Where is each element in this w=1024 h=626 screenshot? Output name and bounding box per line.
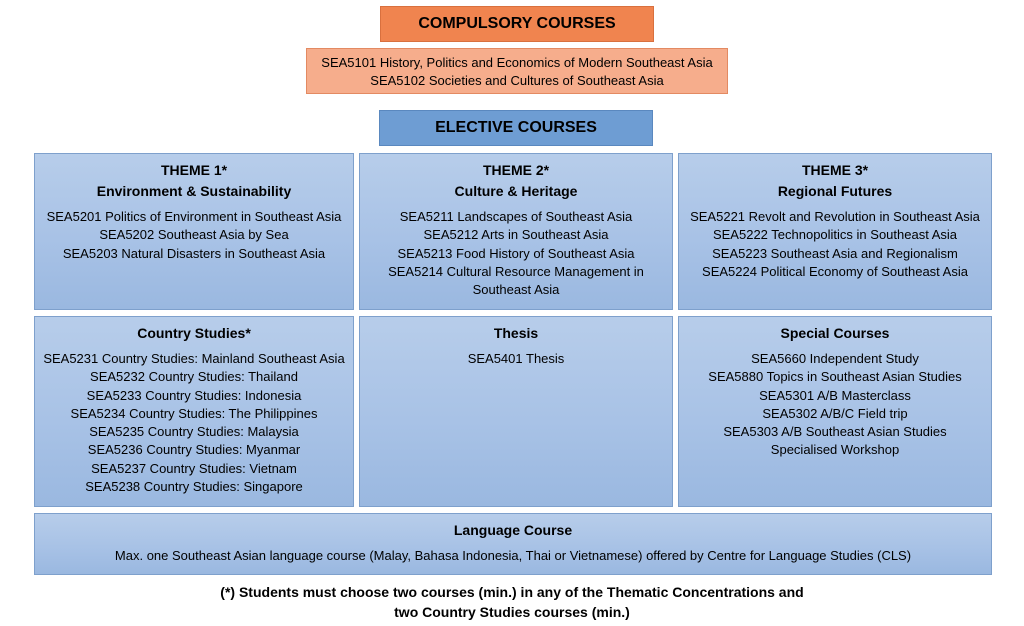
theme-1-panel [34,153,354,310]
course-item: SEA5302 A/B/C Field trip [762,405,908,421]
course-item: SEA5222 Technopolitics in Southeast Asia [712,227,958,243]
compulsory-course: SEA5101 History, Politics and Economics of Modern Southeast Asia [321,55,713,70]
course-item: SEA5224 Political Economy of Southeast Asia [702,263,968,279]
theme-1-label: THEME 1* [160,162,228,178]
thesis-panel [359,316,673,507]
course-item: SEA5212 Arts in Southeast Asia [423,227,609,243]
theme-3-label: THEME 3* [801,162,869,178]
course-item: SEA5223 Southeast Asia and Regionalism [712,245,958,261]
course-item: SEA5233 Country Studies: Indonesia [86,387,302,403]
language-course-panel [34,513,992,575]
special-courses-list [679,350,991,460]
course-item: SEA5202 Southeast Asia by Sea [99,227,289,243]
theme-1-name: Environment & Sustainability [96,183,292,199]
course-item: SEA5238 Country Studies: Singapore [85,479,303,495]
special-courses-panel [678,316,992,507]
course-item: SEA5234 Country Studies: The Philippines [70,405,318,421]
theme-3-name: Regional Futures [777,183,893,199]
course-item: SEA5660 Independent Study [751,351,919,366]
course-item: SEA5880 Topics in Southeast Asian Studies [708,369,962,385]
elective-courses-header: ELECTIVE COURSES [379,110,653,146]
course-item: SEA5232 Country Studies: Thailand [90,369,298,385]
theme-2-course-list [360,208,672,299]
theme-2-label: THEME 2* [482,162,550,178]
theme-2-name: Culture & Heritage [454,183,578,199]
course-item: SEA5211 Landscapes of Southeast Asia [399,209,633,224]
compulsory-courses-header: COMPULSORY COURSES [380,6,654,42]
course-item: SEA5237 Country Studies: Vietnam [91,460,297,476]
theme-2-panel [359,153,673,310]
course-item: SEA5301 A/B Masterclass [759,387,911,403]
course-item: SEA5203 Natural Disasters in Southeast Asia [62,245,326,261]
theme-3-panel [678,153,992,310]
country-studies-panel [34,316,354,507]
thesis-title: Thesis [493,325,539,341]
footnote-line: (*) Students must choose two courses (min.) in any of the Thematic Concentrations and [220,584,804,600]
course-item: SEA5214 Cultural Resource Management in Southeast Asia [388,263,644,298]
course-item: SEA5213 Food History of Southeast Asia [397,245,635,261]
footnote [0,582,1024,622]
course-item: SEA5236 Country Studies: Myanmar [87,442,301,458]
course-item: SEA5231 Country Studies: Mainland Southeast Asia [43,351,345,366]
course-item: SEA5303 A/B Southeast Asian Studies Specialised Workshop [723,424,947,458]
course-item: SEA5201 Politics of Environment in Southeast Asia [46,209,342,224]
course-item: SEA5221 Revolt and Revolution in Southeast Asia [690,209,980,224]
thesis-course-list [360,350,672,368]
theme-3-course-list [679,208,991,281]
footnote-line: two Country Studies courses (min.) [394,604,630,620]
compulsory-courses-list [306,48,728,94]
special-courses-title: Special Courses [780,325,890,341]
language-course-title: Language Course [453,522,573,538]
country-studies-course-list [35,350,353,496]
course-item: SEA5401 Thesis [467,351,565,366]
course-item: SEA5235 Country Studies: Malaysia [89,424,299,440]
theme-1-course-list [35,208,353,263]
compulsory-course: SEA5102 Societies and Cultures of Southeast Asia [370,73,664,88]
country-studies-title: Country Studies* [137,325,251,341]
language-course-text: Max. one Southeast Asian language course (Malay, Bahasa Indonesia, Thai or Vietnamese) offered by Centre for Language Studies (CLS) [114,548,912,563]
